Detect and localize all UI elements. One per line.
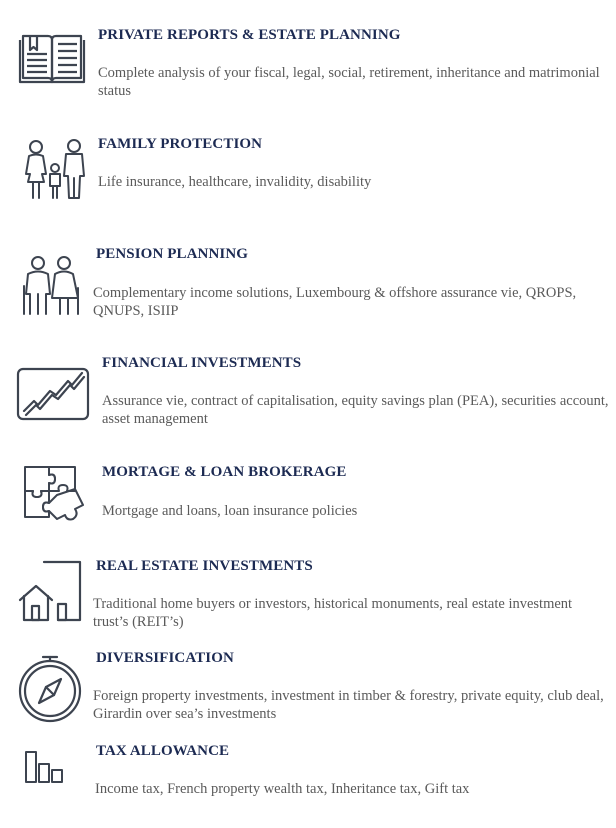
service-description: Income tax, French property wealth tax, Inheritance tax, Gift tax (95, 781, 470, 797)
chart-line-icon (16, 367, 90, 423)
service-title: MORTAGE & LOAN BROKERAGE (102, 464, 347, 480)
bar-chart-icon (24, 750, 66, 784)
service-title: REAL ESTATE INVESTMENTS (96, 558, 313, 574)
service-title: PENSION PLANNING (96, 246, 249, 262)
service-description: Mortgage and loans, loan insurance policies (102, 503, 358, 519)
service-description: Complete analysis of your fiscal, legal, social, retirement, inheritance and matrimonial status (98, 65, 600, 99)
service-description: Complementary income solutions, Luxembourg & offshore assurance vie, QROPS, QNUPS, ISIIP (93, 285, 577, 319)
compass-icon (17, 655, 83, 723)
family-icon (22, 138, 88, 202)
service-title: FAMILY PROTECTION (98, 136, 263, 152)
elderly-couple-icon (22, 254, 84, 316)
service-title: FINANCIAL INVESTMENTS (102, 355, 302, 371)
service-description: Traditional home buyers or investors, historical monuments, real estate investment trust’s (REIT’s) (93, 596, 573, 630)
puzzle-icon (23, 465, 91, 527)
service-description: Assurance vie, contract of capitalisation, equity savings plan (PEA), securities account, asset management (102, 393, 609, 427)
service-title: DIVERSIFICATION (96, 650, 234, 666)
house-building-icon (18, 560, 84, 624)
service-description: Foreign property investments, investment in timber & forestry, private equity, club deal, Girardin over sea’s investments (93, 688, 604, 722)
service-title: TAX ALLOWANCE (96, 743, 230, 759)
service-description: Life insurance, healthcare, invalidity, disability (98, 174, 372, 190)
book-icon (18, 30, 86, 88)
service-title: PRIVATE REPORTS & ESTATE PLANNING (98, 27, 401, 43)
